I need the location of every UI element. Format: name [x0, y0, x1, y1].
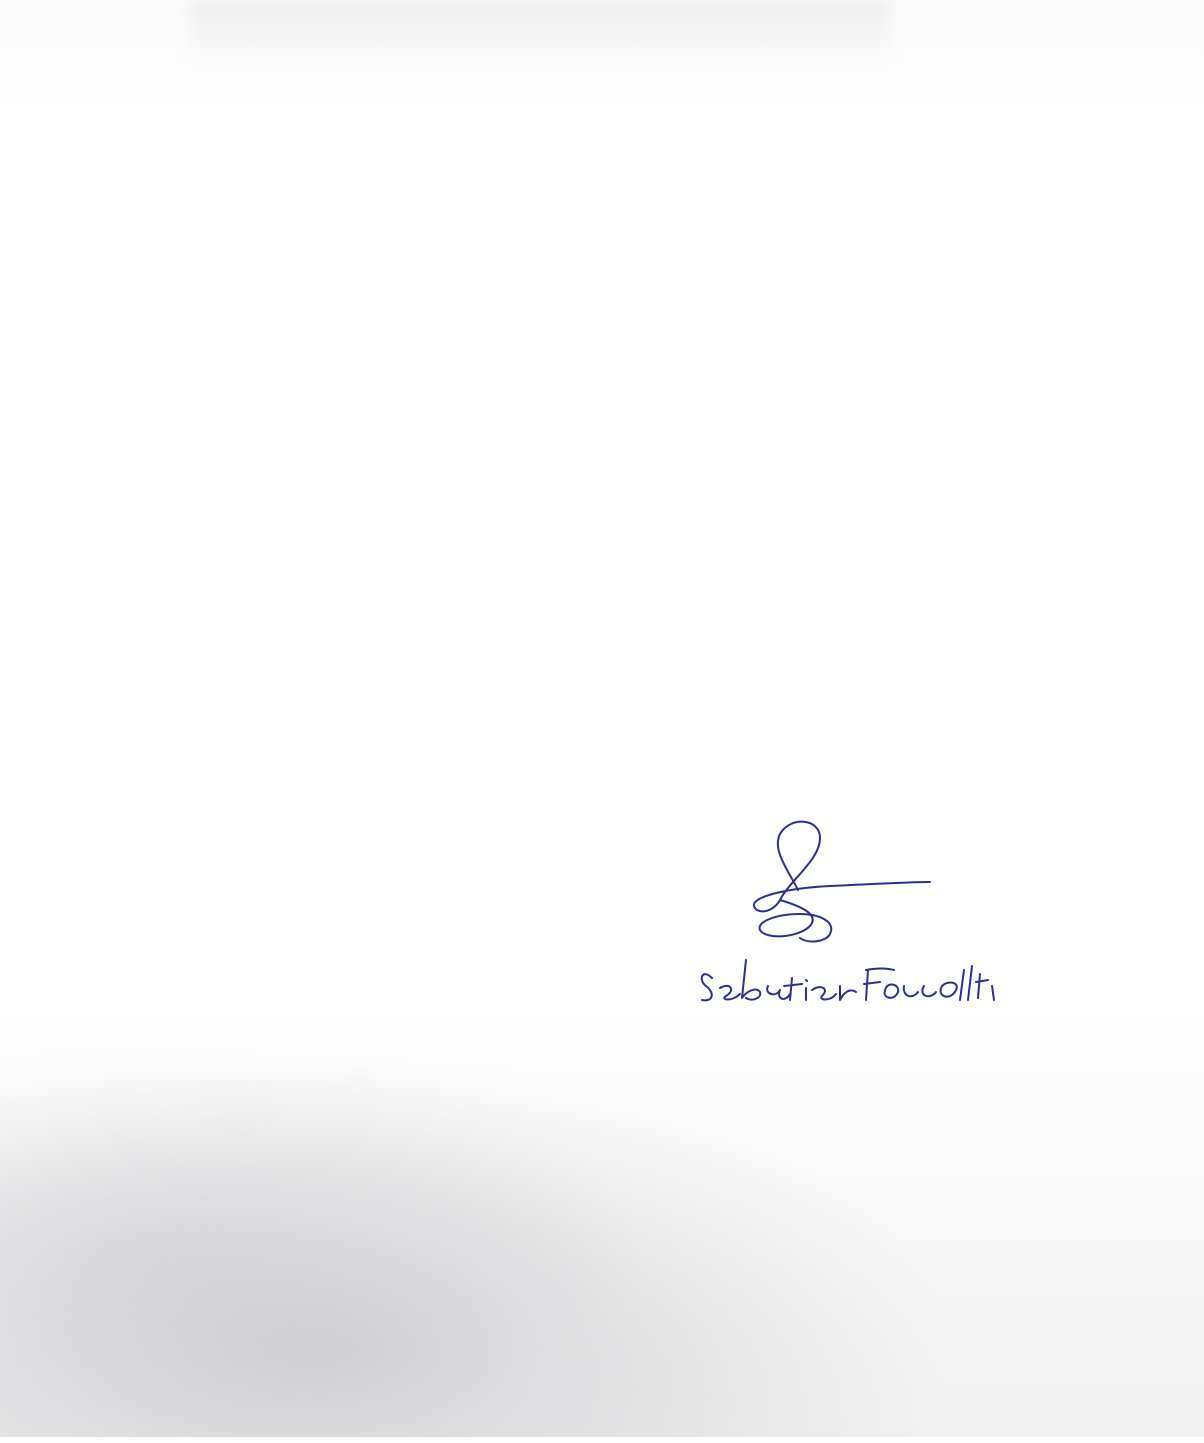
paragraph-role [162, 264, 1042, 273]
signature-loop [759, 900, 831, 941]
paragraph-no-observations [163, 390, 1043, 399]
paragraph-expenses [163, 437, 1043, 446]
paragraph-documentation-available [162, 343, 1042, 352]
paragraph-conclusion [166, 657, 1046, 666]
handwritten-signature [680, 810, 1040, 1010]
signature-flourish [754, 822, 930, 912]
signature-name [702, 960, 994, 1000]
paragraph-budget-execution [164, 516, 1044, 525]
paragraph-revenue [167, 735, 1047, 744]
